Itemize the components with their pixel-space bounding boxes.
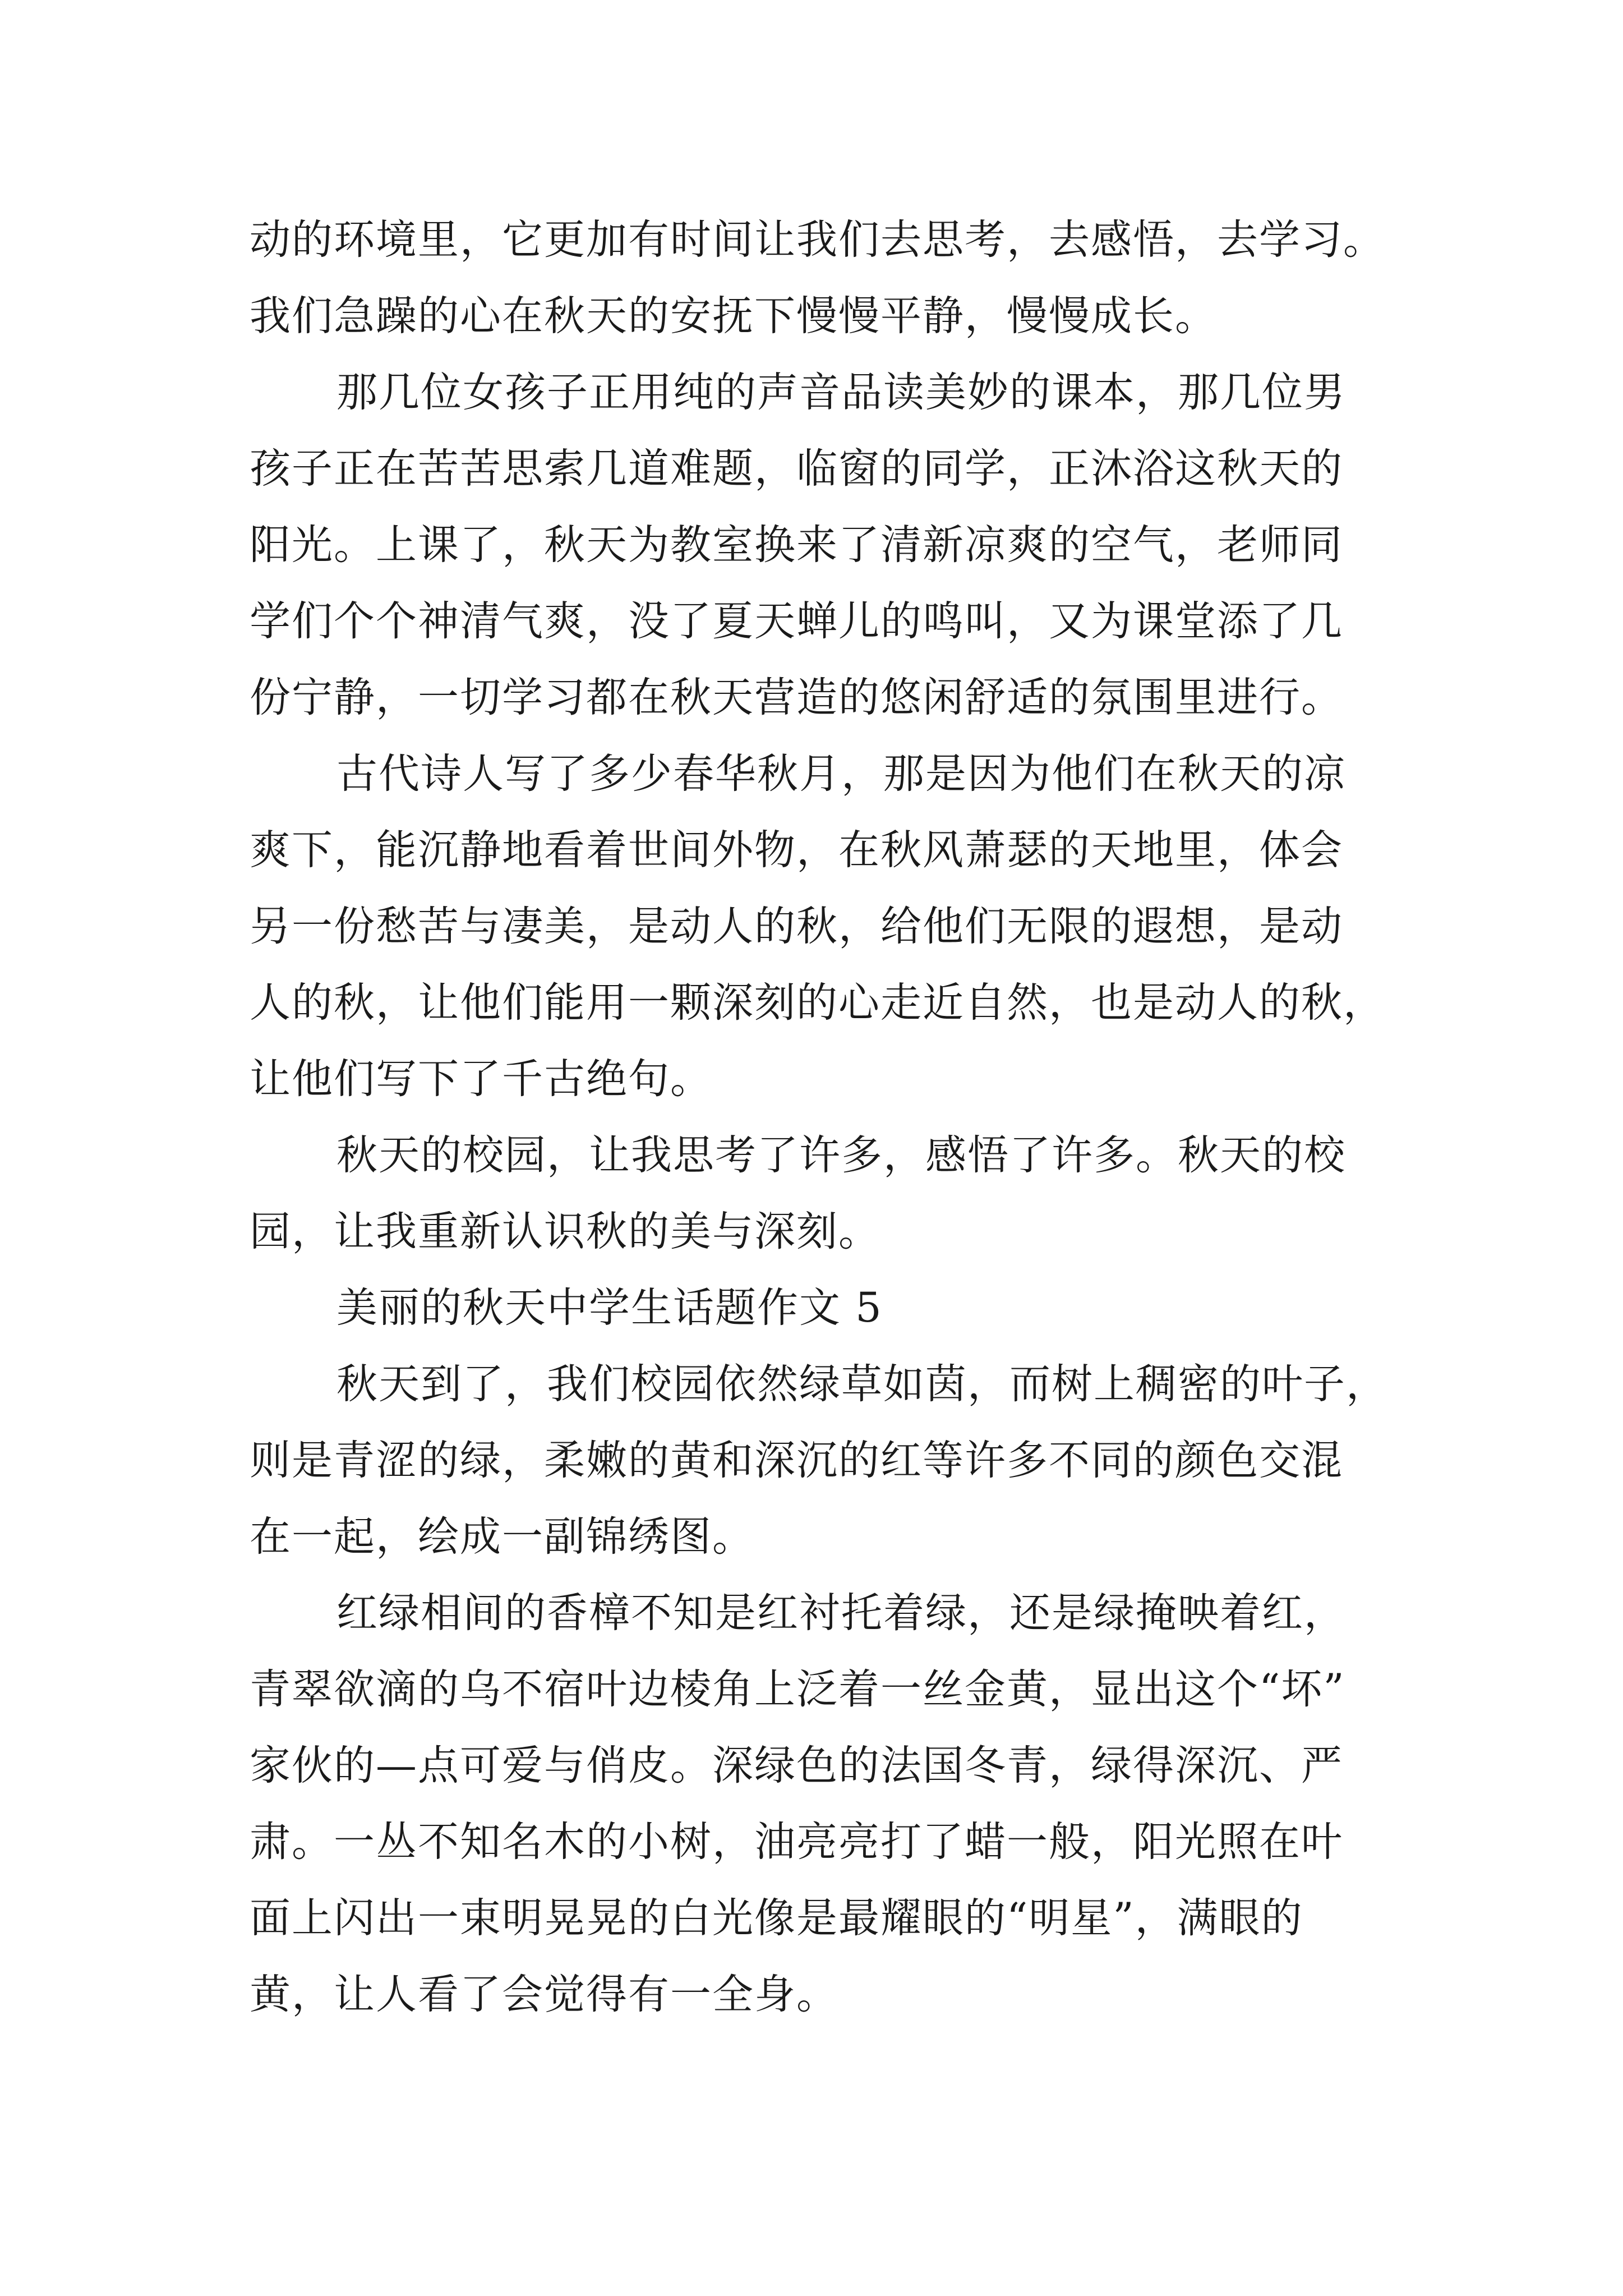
text-line: 秋天的校园，让我思考了许多，感悟了许多。秋天的校 [336, 1131, 1346, 1179]
text-line: 则是青涩的绿，柔嫩的黄和深沉的红等许多不同的颜色交混 [250, 1437, 1343, 1484]
text-line: 黄，让人看了会觉得有一全身。 [250, 1971, 838, 2018]
text-line: 园，让我重新认识秋的美与深刻。 [250, 1208, 880, 1255]
text-line: 那几位女孩子正用纯的声音品读美妙的课本，那几位男 [336, 369, 1346, 416]
text-line: 动的环境里，它更加有时间让我们去思考，去感悟，去学习。 [250, 216, 1385, 264]
text-line: 面上闪出一束明晃晃的白光像是最耀眼的“明星”，满眼的 [250, 1894, 1303, 1942]
text-line: 家伙的—点可爱与俏皮。深绿色的法国冬青，绿得深沉、严 [250, 1742, 1343, 1789]
text-line: 人的秋，让他们能用一颗深刻的心走近自然，也是动人的秋， [250, 979, 1385, 1027]
text-line: 我们急躁的心在秋天的安抚下慢慢平静，慢慢成长。 [250, 292, 1217, 340]
text-line: 孩子正在苦苦思索几道难题，临窗的同学，正沐浴这秋天的 [250, 445, 1343, 493]
text-line: 阳光。上课了，秋天为教室换来了清新凉爽的空气，老师同 [250, 521, 1343, 569]
text-line: 秋天到了，我们校园依然绿草如茵，而树上稠密的叶子， [336, 1360, 1388, 1408]
text-line: 另一份愁苦与凄美，是动人的秋，给他们无限的遐想，是动 [250, 903, 1343, 950]
text-line: 红绿相间的香樟不知是红衬托着绿，还是绿掩映着红， [336, 1589, 1346, 1637]
text-line: 古代诗人写了多少春华秋月，那是因为他们在秋天的凉 [336, 750, 1346, 798]
text-line: 学们个个神清气爽，没了夏天蝉儿的鸣叫，又为课堂添了几 [250, 597, 1343, 645]
text-line: 肃。一丛不知名木的小树，油亮亮打了蜡一般，阳光照在叶 [250, 1818, 1343, 1866]
text-line: 份宁静，一切学习都在秋天营造的悠闲舒适的氛围里进行。 [250, 674, 1343, 721]
text-line: 在一起，绘成一副锦绣图。 [250, 1513, 754, 1561]
text-line: 让他们写下了千古绝句。 [250, 1055, 712, 1103]
text-line: 爽下，能沉静地看着世间外物，在秋风萧瑟的天地里，体会 [250, 826, 1343, 874]
essay-title: 美丽的秋天中学生话题作文 5 [336, 1284, 883, 1332]
text-line: 青翠欲滴的乌不宿叶边棱角上泛着一丝金黄，显出这个“坏” [250, 1665, 1345, 1713]
